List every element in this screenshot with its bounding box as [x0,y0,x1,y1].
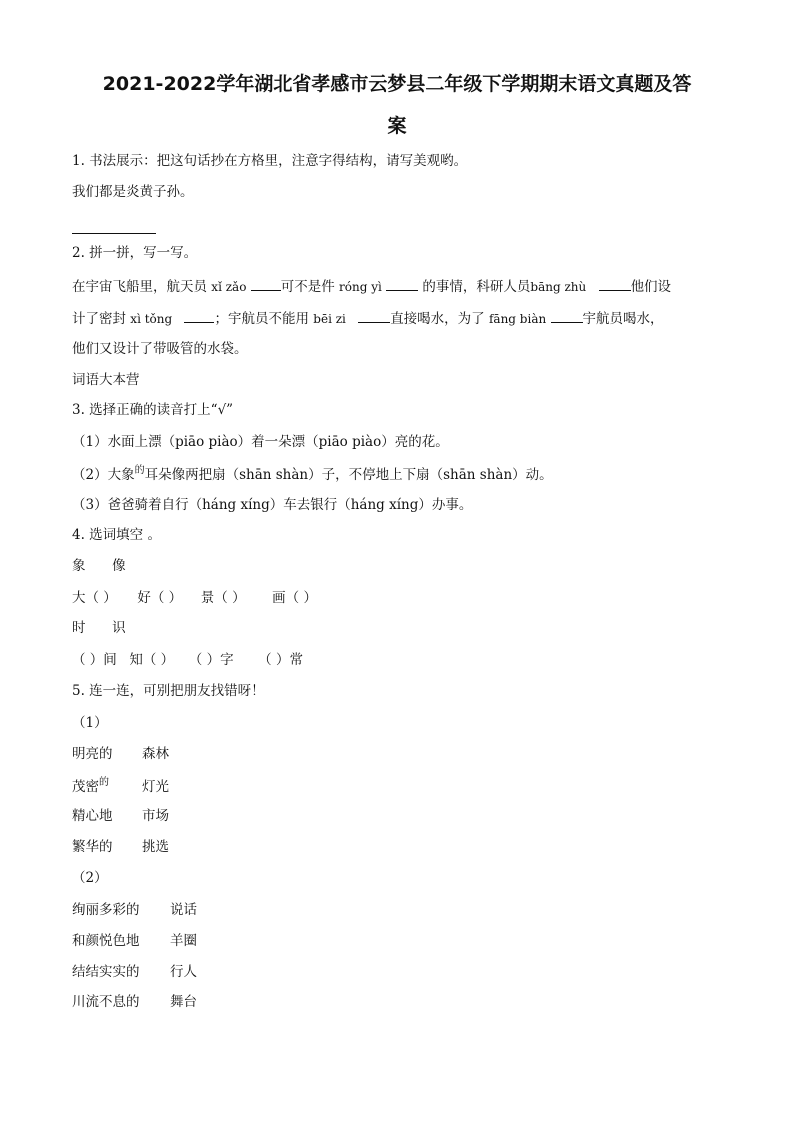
match-left[interactable]: 结结实实的 [72,964,140,980]
page-title-continued: 案 [387,115,407,137]
fill-item[interactable]: 画（ ） [272,590,317,606]
fill-item[interactable]: （ ）字 [188,652,234,668]
word-option: 时 [72,620,86,636]
fill-item[interactable]: （ ）间 [72,652,117,668]
fill-blank[interactable] [184,310,214,323]
superscript-char: 的 [99,777,109,788]
pinyin-prompt: xì tǒng [130,312,173,326]
q2-text: 宇航员喝水， [582,311,664,327]
q2-text: 他们设 [630,279,672,295]
match-left[interactable]: 繁华的 [72,839,113,855]
q2-paragraph-line3: 他们又设计了带吸管的水袋。 [72,341,248,357]
match-row [72,746,169,762]
match-row [72,808,169,824]
match-right[interactable]: 森林 [142,746,169,762]
match-right[interactable]: 说话 [170,902,197,918]
match-row [72,964,197,980]
q2-text: 的事情，科研人员 [422,279,531,295]
match-left[interactable]: 川流不息的 [72,994,140,1010]
q3-text: 耳朵像两把扇（shān shàn）子，不停地上下扇（shān shàn）动。 [144,467,553,483]
match-row [72,839,169,855]
pinyin-prompt: bāng zhù [530,280,587,294]
section-heading: 词语大本营 [72,372,140,388]
q2-text: ；宇航员不能用 [214,311,309,327]
pinyin-prompt: róng yì [339,280,382,294]
pinyin-prompt: xǐ zǎo [211,280,247,294]
q2-text: 直接喝水，为了 [390,311,485,327]
q3-item-2 [72,467,553,485]
superscript-char: 的 [134,465,145,476]
match-right[interactable]: 羊圈 [170,933,197,949]
q5-part1-label: （1） [72,715,108,731]
q1-prompt: 1. 书法展示：把这句话抄在方格里，注意字得结构，请写美观哟。 [72,153,468,169]
pinyin-prompt: bēi zi [313,312,346,326]
match-right[interactable]: 舞台 [170,994,197,1010]
q4-blanks-1 [72,590,317,606]
word-option: 象 [72,558,86,574]
match-left[interactable]: 精心地 [72,808,113,824]
q2-text: 在宇宙飞船里，航天员 [72,279,207,295]
fill-item[interactable]: 好（ ） [137,590,183,606]
q4-word-pair-1 [72,558,126,574]
fill-item[interactable]: 知（ ） [129,652,175,668]
word-option: 识 [112,620,126,636]
fill-blank[interactable] [551,310,583,323]
fill-blank[interactable] [358,310,390,323]
match-left[interactable]: 绚丽多彩的 [72,902,140,918]
pinyin-prompt: fāng biàn [488,312,547,326]
q3-item-1: （1）水面上漂（piāo piào）着一朵漂（piāo piào）亮的花。 [72,434,449,450]
match-row [72,933,197,949]
q3-text: （2）大象 [72,467,135,483]
q2-prompt: 2. 拼一拼，写一写。 [72,245,198,261]
page-title: 2021-2022学年湖北省孝感市云梦县二年级下学期期末语文真题及答 [102,73,692,95]
q3-prompt: 3. 选择正确的读音打上“√” [72,402,234,418]
match-row [72,994,197,1010]
q5-prompt: 5. 连一连，可别把朋友找错呀！ [72,683,265,699]
fill-item[interactable]: （ ）常 [258,652,303,668]
match-right[interactable]: 挑选 [142,839,169,855]
fill-blank[interactable] [599,278,631,291]
match-right[interactable]: 行人 [170,964,197,980]
fill-blank[interactable] [386,278,418,291]
q4-word-pair-2 [72,620,126,636]
q2-text: 可不是件 [280,279,335,295]
word-option: 像 [112,558,126,574]
match-right[interactable]: 市场 [142,808,169,824]
match-row [72,902,197,918]
fill-item[interactable]: 景（ ） [200,590,246,606]
match-left[interactable]: 和颜悦色地 [72,933,140,949]
q4-prompt: 4. 选词填空 。 [72,527,161,543]
fill-item[interactable]: 大（ ） [72,590,117,606]
match-left[interactable]: 茂密 [72,779,99,795]
match-row [72,779,169,797]
match-right[interactable]: 灯光 [142,779,169,795]
q1-sentence: 我们都是炎黄子孙。 [72,184,194,200]
match-left[interactable]: 明亮的 [72,746,113,762]
q5-part2-label: （2） [72,870,108,886]
q2-paragraph-line2 [72,310,664,327]
q3-item-3: （3）爸爸骑着自行（háng xíng）车去银行（háng xíng）办事。 [72,497,473,513]
q2-paragraph-line1 [72,278,671,295]
fill-blank[interactable] [251,278,281,291]
q4-blanks-2 [72,652,303,668]
q1-answer-line [72,233,156,234]
match-left-wrap [72,779,142,797]
q2-text: 计了密封 [72,311,126,327]
